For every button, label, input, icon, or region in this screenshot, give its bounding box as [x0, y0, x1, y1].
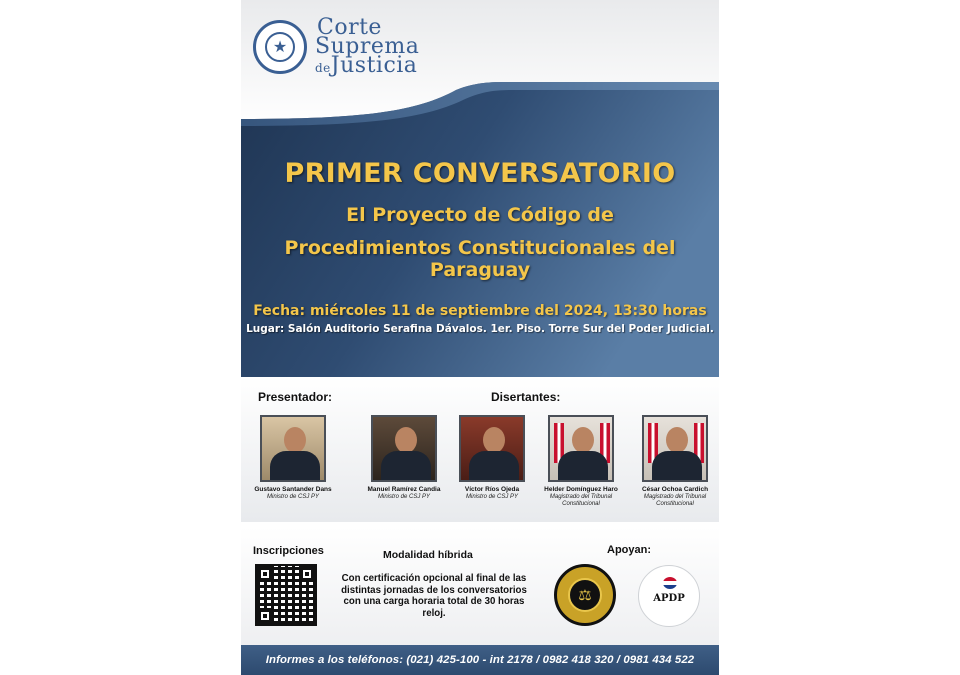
speaker-role: Magistrado del Tribunal	[643, 494, 707, 500]
csj-logo	[315, 15, 420, 78]
event-place: Lugar: Salón Auditorio Serafina Dávalos. 1er. Piso. Torre Sur del Poder Judicial.	[246, 323, 714, 335]
speakers-heading: Disertantes:	[491, 390, 561, 404]
section-divider	[241, 522, 719, 525]
support-heading: Apoyan:	[607, 544, 651, 556]
speaker-role: Ministro de CSJ PY	[377, 494, 431, 500]
lower-section	[241, 527, 719, 645]
qr-code-icon[interactable]	[255, 564, 317, 626]
speaker-role: Magistrado del Tribunal	[549, 494, 613, 500]
certification-text: Con certificación opcional al final de las distintas jornadas de los conversatorios con una carga horaria total de 30 horas reloj.	[341, 573, 527, 619]
speaker-card	[625, 415, 719, 508]
logo-line-1: Corte	[317, 15, 382, 40]
speaker-role-2: Constitucional	[562, 501, 600, 507]
speaker-name: César Ochoa Cardich	[641, 486, 709, 493]
speaker-card	[531, 415, 631, 508]
speaker-role: Ministro de CSJ PY	[465, 494, 519, 500]
speaker-role: Ministro de CSJ PY	[266, 494, 320, 500]
logo-line-3: deJusticia	[315, 53, 418, 78]
speaker-photo	[548, 415, 614, 482]
speaker-photo	[371, 415, 437, 482]
mode-heading: Modalidad híbrida	[383, 549, 473, 561]
speaker-name: Gustavo Santander Dans	[254, 486, 332, 493]
speaker-card	[442, 415, 542, 501]
contact-footer	[241, 645, 719, 675]
speaker-photo	[642, 415, 708, 482]
event-date: Fecha: miércoles 11 de septiembre del 2024, 13:30 horas	[253, 303, 707, 319]
speaker-photo	[459, 415, 525, 482]
csj-seal-icon: ★	[253, 20, 307, 74]
contact-phones: Informes a los teléfonos: (021) 425-100 - int 2178 / 0982 418 320 / 0981 434 522	[265, 654, 695, 666]
inscriptions-heading: Inscripciones	[253, 545, 324, 557]
presenter-heading: Presentador:	[258, 390, 333, 404]
speaker-role-2: Constitucional	[656, 501, 694, 507]
presenter-card	[243, 415, 343, 501]
speaker-photo	[260, 415, 326, 482]
amj-logo-icon: ⚖	[554, 564, 616, 626]
speakers-section	[241, 377, 719, 522]
speaker-name: Manuel Ramírez Candia	[367, 486, 441, 493]
apdp-label: APDP	[653, 593, 685, 604]
speaker-card	[354, 415, 454, 501]
poster	[241, 0, 719, 675]
speaker-name: Helder Domínguez Haro	[544, 486, 618, 493]
event-title: PRIMER CONVERSATORIO	[284, 158, 676, 189]
event-subtitle-line-1: El Proyecto de Código de	[346, 204, 614, 226]
speaker-name: Víctor Ríos Ojeda	[464, 486, 520, 493]
logo-line-2: Suprema	[315, 34, 420, 59]
event-subtitle-line-2: Procedimientos Constitucionales del Paraguay	[284, 237, 676, 281]
apdp-logo-icon	[638, 565, 700, 627]
